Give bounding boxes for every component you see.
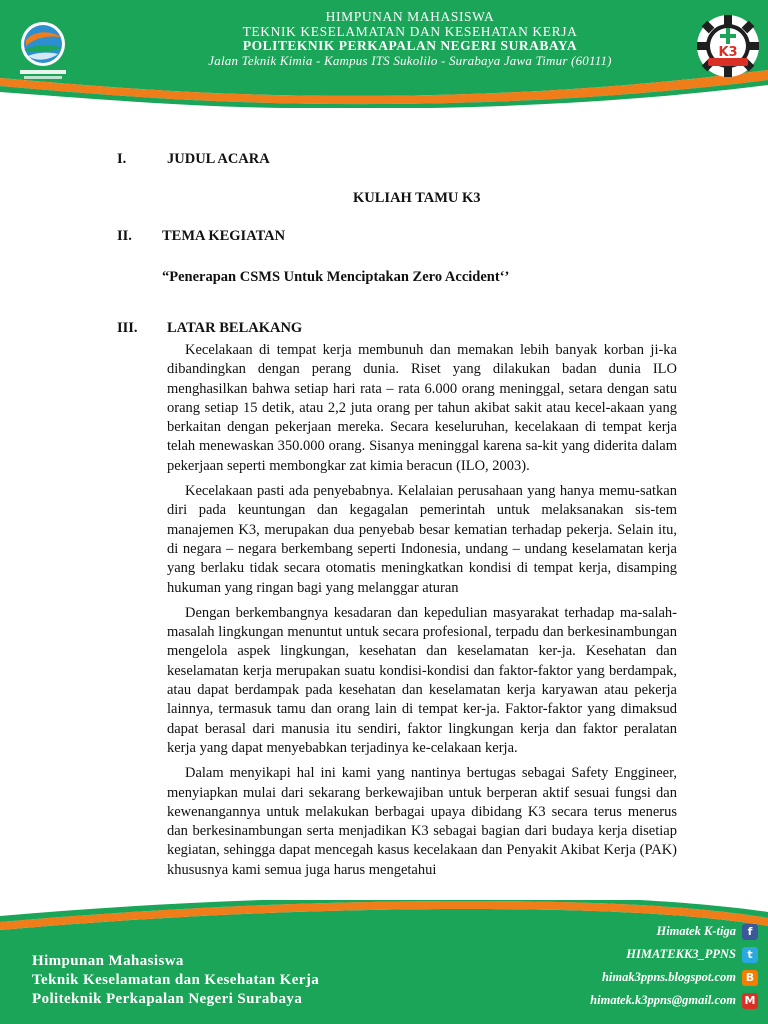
event-title: KULIAH TAMU K3 <box>353 190 481 206</box>
contact-twitter[interactable] <box>590 943 758 966</box>
section-1-title: JUDUL ACARA <box>167 151 270 167</box>
header-line-department: TEKNIK KESELAMATAN DAN KESEHATAN KERJA <box>242 23 578 39</box>
k3-logo-text: K3 <box>718 45 738 60</box>
section-2-title: TEMA KEGIATAN <box>162 228 286 244</box>
section-3-number: III. <box>117 320 138 336</box>
footer-org-line3: Politeknik Perkapalan Negeri Surabaya <box>32 991 303 1007</box>
event-theme: “Penerapan CSMS Untuk Menciptakan Zero Accident‘’ <box>162 269 510 285</box>
contact-email-text: himatek.k3ppns@gmail.com <box>590 993 736 1007</box>
letterhead-header <box>0 0 768 108</box>
k3-gear-logo-icon <box>694 12 762 80</box>
paragraph: Kecelakaan pasti ada penyebabnya. Kelalaian perusahaan yang hanya memu-satkan diri pada keuntungan dan kegagalan pemerintah untuk melaksanakan sis-tem manajemen K3, merupakan dua penyebab besar kematian terhadap pekerja. Selain itu, di negara – negara berkembang seperti Indonesia, undang – undang keselamatan kerja yang berlaku tidak secara otomatis meningkatkan kondisi di tempat kerja, disamping hukuman yang ringan bagi yang melanggar aturan <box>167 483 677 596</box>
section-1-number: I. <box>117 151 127 167</box>
header-text-block <box>150 10 670 68</box>
section-2-number: II. <box>117 228 132 244</box>
paragraph: Dengan berkembangnya kesadaran dan kepedulian masyarakat terhadap ma-salah-masalah lingkungan menuntut untuk secara profesional, terpadu dan berkesinambungan mengelola aspek lingkungan, kesehatan dan keselamatan ker-ja. Kesehatan dan keselamatan kerja merupakan suatu kondisi-kondisi dan faktor-faktor yang berdampak, atau dapat berdampak pada kesehatan dan keselamatan kerja karyawan atau pekerja lainnya, termasuk tamu dan orang lain di tempat ker-ja. Faktor-faktor yang dimaksud dapat berasal dari manusia itu sendiri, faktor lingkungan kerja dan faktor peralatan kerja yang dapat menyebabkan terjadinya ke-celakaan kerja. <box>167 604 677 756</box>
header-line-institution: POLITEKNIK PERKAPALAN NEGERI SURABAYA <box>242 38 578 54</box>
twitter-icon: t <box>742 947 758 963</box>
paragraph: Kecelakaan di tempat kerja membunuh dan memakan lebih banyak korban ji-ka dibandingkan dengan perang dunia. Riset yang dilakukan badan dunia ILO menghasilkan bahwa setiap hari rata – rata 6.000 orang meninggal, setara dengan satu orang setiap 15 detik, atau 2,2 juta orang per tahun akibat sakit atau kecel-akaan yang berkaitan dengan pekerjaan mereka. Secara keseluruhan, kecelakaan di tempat kerja telah menewaskan 350.000 orang. Sisanya meninggal karena sa-kit yang diderita dalam pekerjaan seperti membongkar zat kimia beracun (ILO, 2003). <box>167 342 677 474</box>
blogger-icon: B <box>742 970 758 986</box>
contact-blog[interactable] <box>590 966 758 989</box>
section-3-title: LATAR BELAKANG <box>167 320 303 336</box>
header-line-address: Jalan Teknik Kimia - Kampus ITS Sukolilo - Surabaya Jawa Timur (60111) <box>208 52 612 68</box>
contact-blog-text: himak3ppns.blogspot.com <box>601 970 736 984</box>
globe-logo-icon <box>14 18 72 82</box>
footer-organization <box>32 952 319 1009</box>
header-line-organization: HIMPUNAN MAHASISWA <box>325 9 495 24</box>
gmail-icon: M <box>742 993 758 1009</box>
facebook-icon: f <box>742 924 758 940</box>
footer-contacts <box>590 920 758 1012</box>
paragraph: Dalam menyikapi hal ini kami yang nantinya bertugas sebagai Safety Enggineer, menyiapkan mulai dari sekarang berkewajiban untuk berperan aktif sesuai fungsi dan kewenangannya untuk melakukan berbagai upaya dibidang K3 secara terus menerus dan berkesinambungan serta menjadikan K3 sebagai bagian dari budaya kerja disetiap kegiatan, sehingga dapat mencegah kasus kecelakaan dan Penyakit Akibat Kerja (PAK) khususnya kami semua juga harus mengetahui <box>167 765 677 878</box>
contact-facebook-text: Himatek K-tiga <box>656 924 736 938</box>
footer-org-line1: Himpunan Mahasiswa <box>32 953 184 969</box>
background-text <box>167 341 677 886</box>
letterhead-footer <box>0 900 768 1024</box>
contact-facebook[interactable] <box>590 920 758 943</box>
footer-org-line2: Teknik Keselamatan dan Kesehatan Kerja <box>32 972 320 988</box>
contact-twitter-text: HIMATEKK3_PPNS <box>626 947 736 961</box>
contact-email[interactable] <box>590 989 758 1012</box>
